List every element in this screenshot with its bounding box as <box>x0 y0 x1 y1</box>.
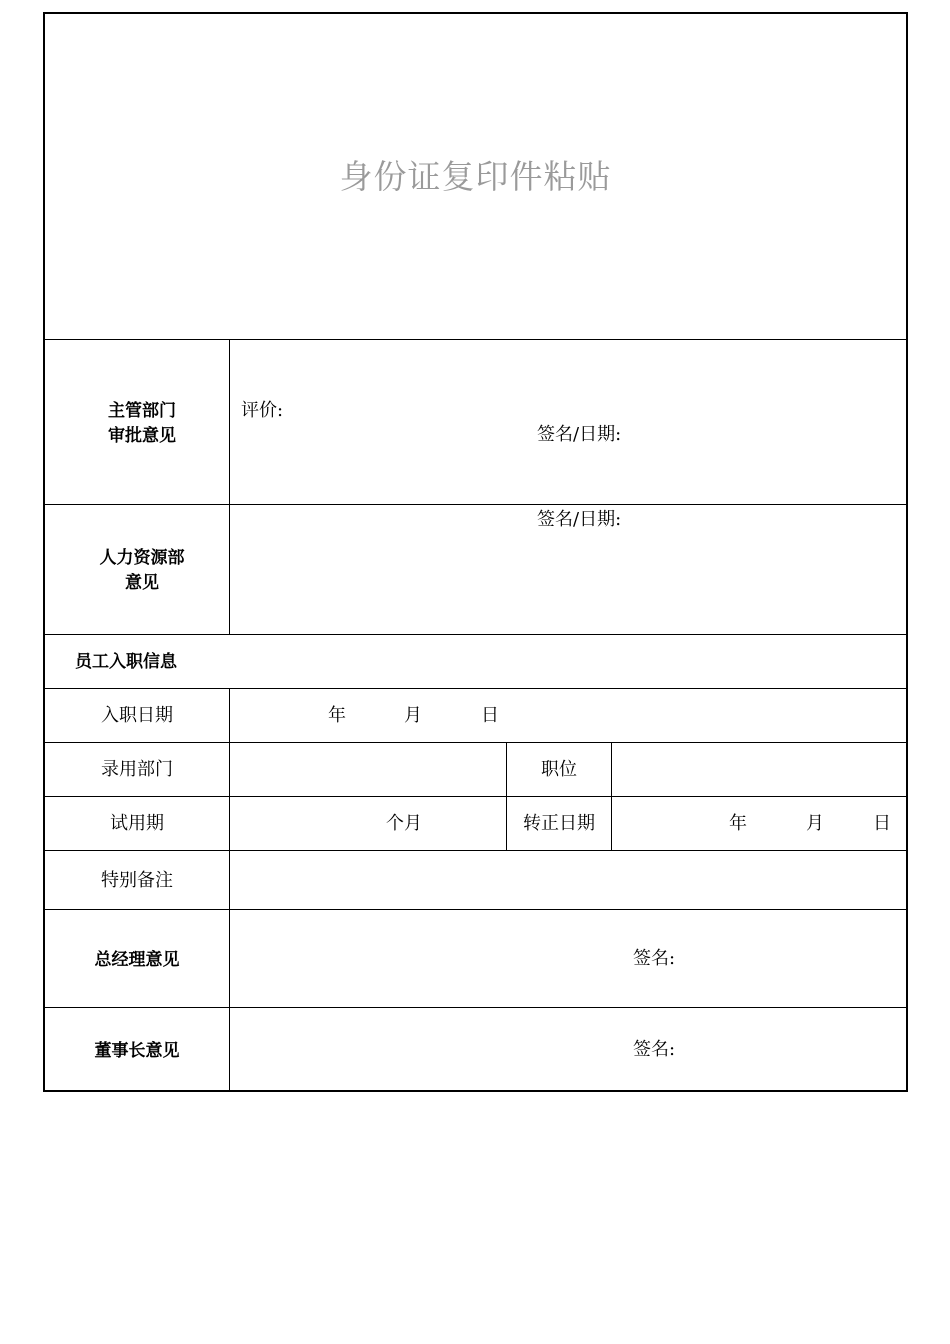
remarks-field[interactable] <box>230 851 906 909</box>
remarks-label: 特别备注 <box>101 870 173 891</box>
entry-date-month: 月 <box>404 705 422 726</box>
regular-date-field[interactable] <box>612 797 906 850</box>
id-copy-placeholder: 身份证复印件粘贴 <box>339 157 612 196</box>
entry-date-year: 年 <box>328 705 346 726</box>
position-label: 职位 <box>541 759 577 780</box>
regular-date-year: 年 <box>729 813 747 834</box>
chairman-opinion-label: 董事长意见 <box>94 1041 180 1061</box>
department-label: 录用部门 <box>101 759 173 780</box>
gm-opinion-field[interactable] <box>230 910 906 1007</box>
gm-opinion-label: 总经理意见 <box>94 950 180 970</box>
row-divider <box>45 634 906 635</box>
id-copy-area[interactable] <box>45 14 906 339</box>
department-field[interactable] <box>230 743 506 796</box>
chairman-opinion-field[interactable] <box>230 1008 906 1090</box>
regular-date-label: 转正日期 <box>523 813 595 834</box>
gm-sign-label: 签名: <box>633 948 676 969</box>
hr-label-line2: 意见 <box>125 573 159 593</box>
supervisor-label-line1: 主管部门 <box>108 401 176 421</box>
evaluation-label: 评价: <box>241 400 284 421</box>
regular-date-day: 日 <box>873 813 891 834</box>
regular-date-month: 月 <box>806 813 824 834</box>
probation-unit: 个月 <box>386 813 422 834</box>
hr-sign-date-label: 签名/日期: <box>537 509 622 530</box>
position-field[interactable] <box>612 743 906 796</box>
entry-date-label: 入职日期 <box>101 705 173 726</box>
onboarding-form <box>43 12 908 1092</box>
probation-field[interactable] <box>230 797 506 850</box>
supervisor-sign-date-label: 签名/日期: <box>537 424 622 445</box>
onboarding-section-title: 员工入职信息 <box>75 652 177 672</box>
supervisor-label-line2: 审批意见 <box>108 426 176 446</box>
hr-label-line1: 人力资源部 <box>99 548 185 568</box>
chairman-sign-label: 签名: <box>633 1039 676 1060</box>
probation-label: 试用期 <box>110 813 164 834</box>
supervisor-comment-field[interactable] <box>230 340 906 504</box>
entry-date-day: 日 <box>481 705 499 726</box>
